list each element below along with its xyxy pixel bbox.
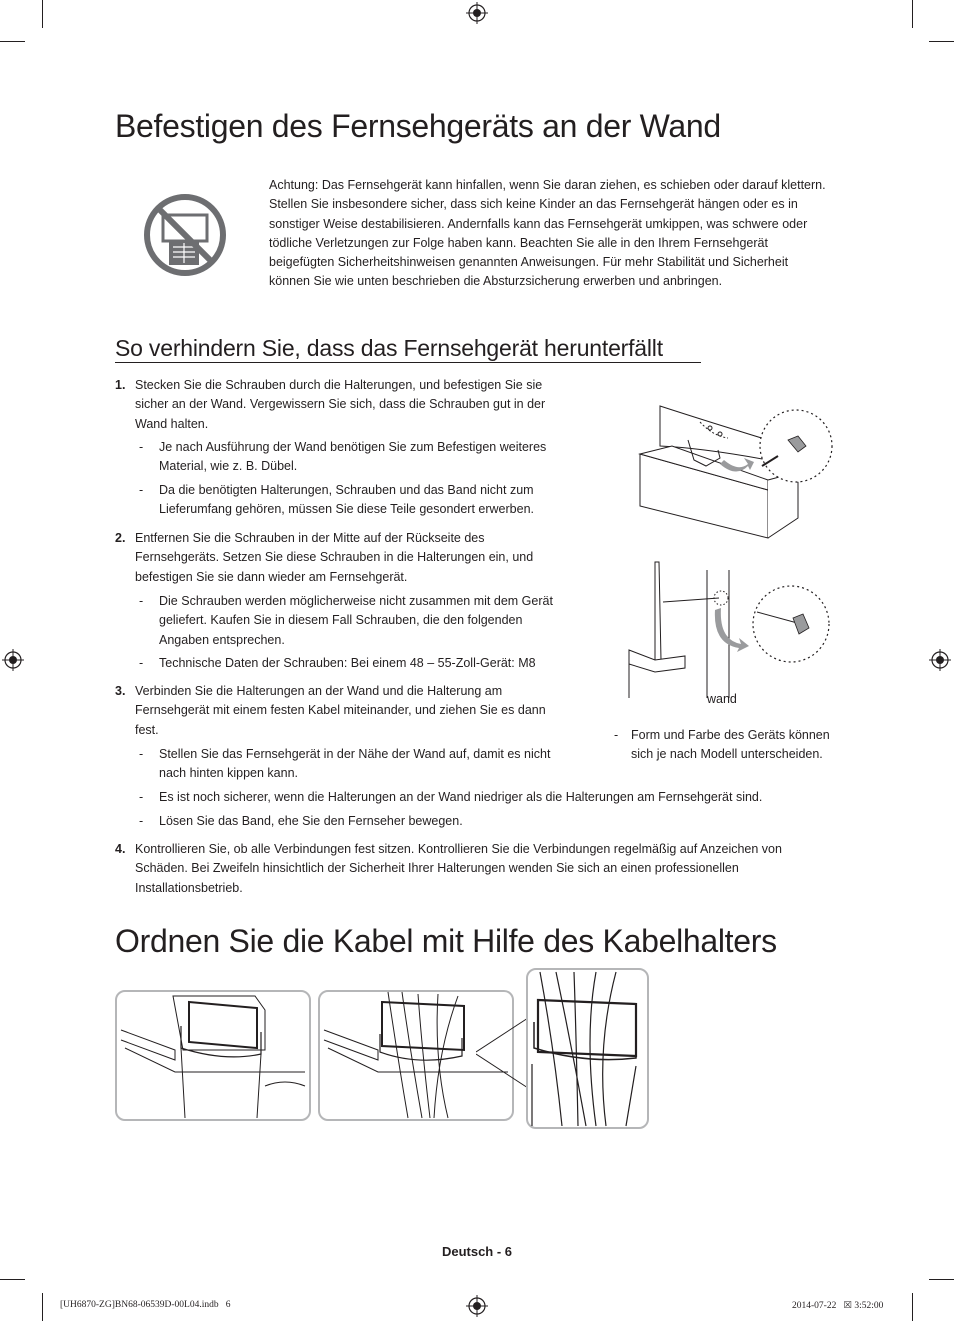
step-note <box>139 592 571 650</box>
note-text: Die Schrauben werden möglicherweise nicht zusammen mit dem Gerät geliefert. Kaufen Sie in diesem Fall Schrauben, die den folgenden Angaben entsprechen. <box>159 594 553 647</box>
step-item <box>115 376 570 434</box>
crop-mark <box>42 1293 43 1321</box>
no-climbing-warning-icon <box>143 193 227 277</box>
section-subtitle: So verhindern Sie, dass das Fernsehgerät herunterfällt <box>115 335 663 361</box>
step-note <box>139 745 571 784</box>
dash-bullet: - <box>614 728 619 742</box>
step-number: 2. <box>115 531 126 545</box>
cable-holder-zoom-illustration <box>476 968 652 1130</box>
page-title: Befestigen des Fernsehgeräts an der Wand <box>115 108 721 144</box>
subtitle-underline <box>115 362 701 363</box>
figure-note <box>614 726 849 765</box>
warning-text: Achtung: Das Fernsehgerät kann hinfallen, wenn Sie daran ziehen, es schieben oder darauf klettern. Stellen Sie insbesondere sicher, dass sich keine Kinder an das Fernsehgerät hängen oder es in sonstiger Weise destabilisieren. Andernfalls kann das Fernsehgerät umkippen, was schwere oder tödliche Verletzungen zur Folge haben kann. Beachten Sie alle in den Ihrem Fernsehgerät beigefügten Sicherheitshinweisen genannten Anweisungen. Für mehr Stabilität und Sicherheit können Sie wie unten beschrieben die Absturzsicherung erwerben und anbringen. <box>269 178 826 289</box>
step-text: Entfernen Sie die Schrauben in der Mitte auf der Rückseite des Fernsehgeräts. Setzen Sie diese Schrauben in die Halterungen ein, und befestigen Sie sie dann wieder am Fernsehgerät. <box>135 531 534 584</box>
step-note <box>139 438 571 477</box>
crop-mark <box>912 0 913 28</box>
step-number: 3. <box>115 684 126 698</box>
footer-date-info: 2014-07-22 ☒ 3:52:00 <box>792 1301 884 1311</box>
wall-label: wand <box>707 692 737 706</box>
step-number: 4. <box>115 842 126 856</box>
footer-file-info: [UH6870-ZG]BN68-06539D-00L04.indb 6 <box>60 1300 231 1310</box>
crop-mark <box>0 1279 25 1280</box>
step-note <box>139 812 839 831</box>
step-item <box>115 682 570 740</box>
note-text: Form und Farbe des Geräts können sich je nach Modell unterscheiden. <box>631 728 830 762</box>
dash-bullet: - <box>139 440 144 454</box>
crop-mark <box>912 1293 913 1321</box>
page-number: Deutsch - 6 <box>441 1244 513 1259</box>
registration-mark-icon <box>466 2 488 24</box>
step-item <box>115 529 570 587</box>
tv-back-bracket-illustration <box>628 398 853 543</box>
crop-mark <box>0 41 25 42</box>
step-number: 1. <box>115 378 126 392</box>
step-text: Stecken Sie die Schrauben durch die Halterungen, und befestigen Sie sie sicher an der Wand. Vergewissern Sie sich, dass die Schrauben gut in der Wand halten. <box>135 378 546 431</box>
dash-bullet: - <box>139 790 144 804</box>
note-text: Es ist noch sicherer, wenn die Halterungen an der Wand niedriger als die Halterungen am Fernsehgerät sind. <box>159 790 763 804</box>
step-note <box>139 788 839 807</box>
crop-mark <box>42 0 43 28</box>
step-note <box>139 481 571 520</box>
tv-wall-side-illustration <box>625 560 835 700</box>
cable-holder-step1-illustration <box>115 990 311 1121</box>
crop-mark <box>929 41 954 42</box>
cable-section-title: Ordnen Sie die Kabel mit Hilfe des Kabelhalters <box>115 923 777 959</box>
crop-mark <box>929 1279 954 1280</box>
note-text: Technische Daten der Schrauben: Bei einem 48 – 55-Zoll-Gerät: M8 <box>159 656 536 670</box>
note-text: Da die benötigten Halterungen, Schrauben und das Band nicht zum Lieferumfang gehören, müssen Sie diese Teile gesondert erwerben. <box>159 483 534 517</box>
note-text: Je nach Ausführung der Wand benötigen Sie zum Befestigen weiteres Material, wie z. B. Dübel. <box>159 440 547 474</box>
registration-mark-icon <box>929 649 951 671</box>
dash-bullet: - <box>139 656 144 670</box>
step-text: Verbinden Sie die Halterungen an der Wand und die Halterung am Fernsehgerät mit einem festen Kabel miteinander, und ziehen Sie es dann fest. <box>135 684 546 737</box>
note-text: Lösen Sie das Band, ehe Sie den Fernseher bewegen. <box>159 814 463 828</box>
dash-bullet: - <box>139 594 144 608</box>
dash-bullet: - <box>139 483 144 497</box>
registration-mark-icon <box>2 649 24 671</box>
step-item <box>115 840 795 898</box>
dash-bullet: - <box>139 747 144 761</box>
step-note <box>139 654 571 673</box>
dash-bullet: - <box>139 814 144 828</box>
registration-mark-icon <box>466 1295 488 1317</box>
step-text: Kontrollieren Sie, ob alle Verbindungen fest sitzen. Kontrollieren Sie die Verbindungen regelmäßig auf Anzeichen von Schäden. Bei Zweifeln hinsichtlich der Sicherheit Ihrer Halterungen wenden Sie sich an einen professionellen Installationsbetrieb. <box>135 842 782 895</box>
note-text: Stellen Sie das Fernsehgerät in der Nähe der Wand auf, damit es nicht nach hinten kippen kann. <box>159 747 551 781</box>
